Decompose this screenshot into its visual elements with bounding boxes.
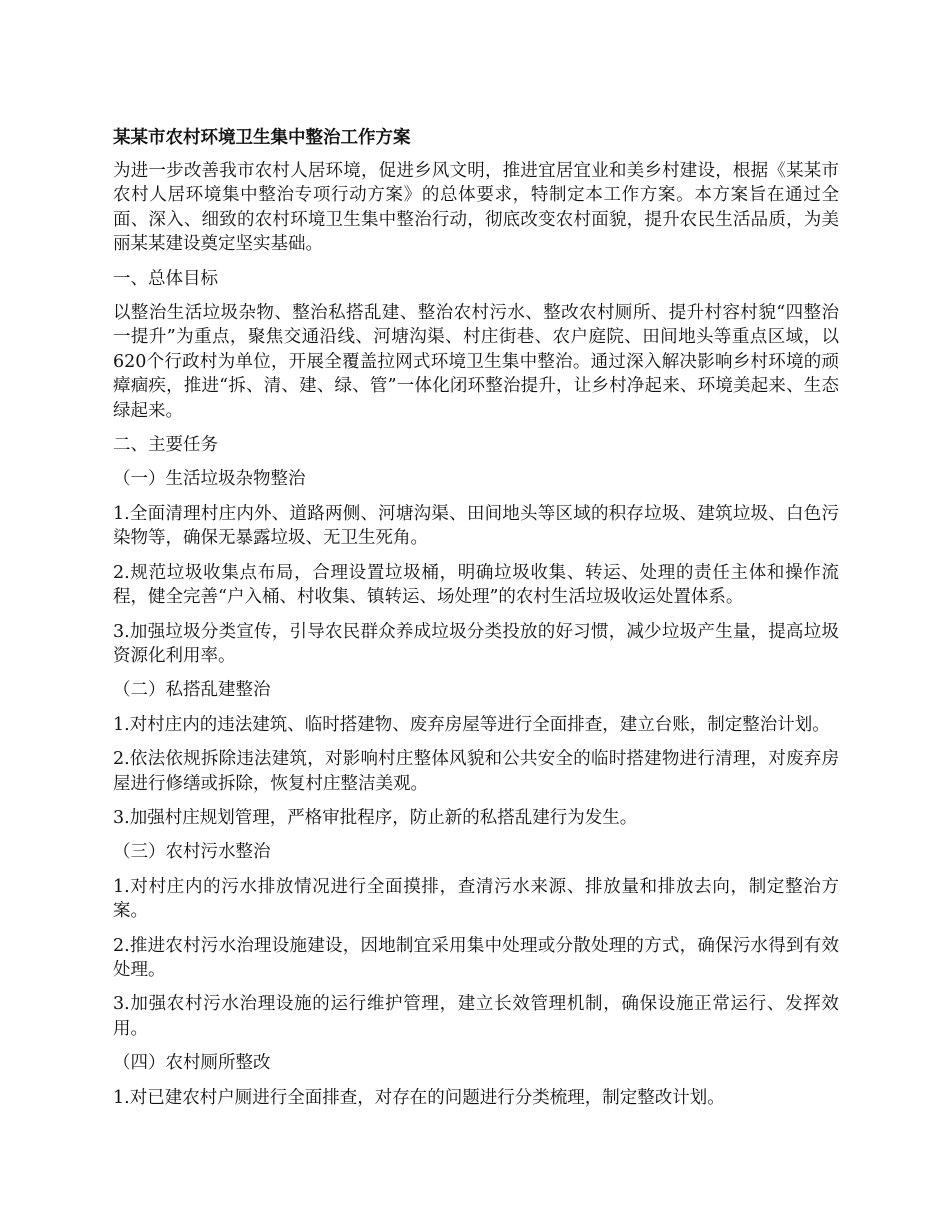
list-item: 2.规范垃圾收集点布局，合理设置垃圾桶，明确垃圾收集、转运、处理的责任主体和操作流程，健全完善“户入桶、村收集、镇转运、场处理”的农村生活垃圾收运处置体系。 <box>113 562 839 608</box>
section-heading: 二、主要任务 <box>113 435 218 456</box>
subsection-heading: （四）农村厕所整改 <box>113 1053 271 1074</box>
subsection-heading: （二）私搭乱建整治 <box>113 680 271 701</box>
list-item: 3.加强农村污水治理设施的运行维护管理，建立长效管理机制，确保设施正常运行、发挥效用。 <box>113 994 839 1039</box>
intro-paragraph: 为进一步改善我市农村人居环境，促进乡风文明，推进宜居宜业和美乡村建设，根据《某某市农村人居环境集中整治专项行动方案》的总体要求，特制定本工作方案。本方案旨在通过全面、深入、细致的农村环境卫生集中整治行动，彻底改变农村面貌，提升农民生活品质，为美丽某某建设奠定坚实基础。 <box>113 161 839 255</box>
subsection-heading: （一）生活垃圾杂物整治 <box>113 469 306 490</box>
list-item: 2.依法依规拆除违法建筑，对影响村庄整体风貌和公共安全的临时搭建物进行清理，对废弃房屋进行修缮或拆除，恢复村庄整洁美观。 <box>113 749 839 794</box>
section-heading: 一、总体目标 <box>113 268 218 289</box>
list-item: 3.加强村庄规划管理，严格审批程序，防止新的私搭乱建行为发生。 <box>113 807 638 828</box>
list-item: 2.推进农村污水治理设施建设，因地制宜采用集中处理或分散处理的方式，确保污水得到有效处理。 <box>113 935 839 980</box>
document-title: 某某市农村环境卫生集中整治工作方案 <box>113 128 411 148</box>
list-item: 1.对村庄内的违法建筑、临时搭建物、废弃房屋等进行全面排查，建立台账，制定整治计划。 <box>113 714 830 735</box>
list-item: 1.对村庄内的污水排放情况进行全面摸排，查清污水来源、排放量和排放去向，制定整治方案。 <box>113 876 839 922</box>
section-body: 以整治生活垃圾杂物、整治私搭乱建、整治农村污水、整改农村厕所、提升村容村貌“四整治一提升”为重点，聚焦交通沿线、河塘沟渠、村庄街巷、农户庭院、田间地头等重点区域，以620个行政村为单位，开展全覆盖拉网式环境卫生集中整治。通过深入解决影响乡村环境的顽瘴痼疾，推进“拆、清、建、绿、管”一体化闭环整治提升，让乡村净起来、环境美起来、生态绿起来。 <box>113 303 839 421</box>
document-page <box>113 125 839 1120</box>
subsection-heading: （三）农村污水整治 <box>113 842 271 863</box>
list-item: 1.全面清理村庄内外、道路两侧、河塘沟渠、田间地头等区域的积存垃圾、建筑垃圾、白色污染物等，确保无暴露垃圾、无卫生死角。 <box>113 503 839 549</box>
list-item: 1.对已建农村户厕进行全面排查，对存在的问题进行分类梳理，制定整改计划。 <box>113 1087 725 1108</box>
list-item: 3.加强垃圾分类宣传，引导农民群众养成垃圾分类投放的好习惯，减少垃圾产生量，提高垃圾资源化利用率。 <box>113 621 839 666</box>
